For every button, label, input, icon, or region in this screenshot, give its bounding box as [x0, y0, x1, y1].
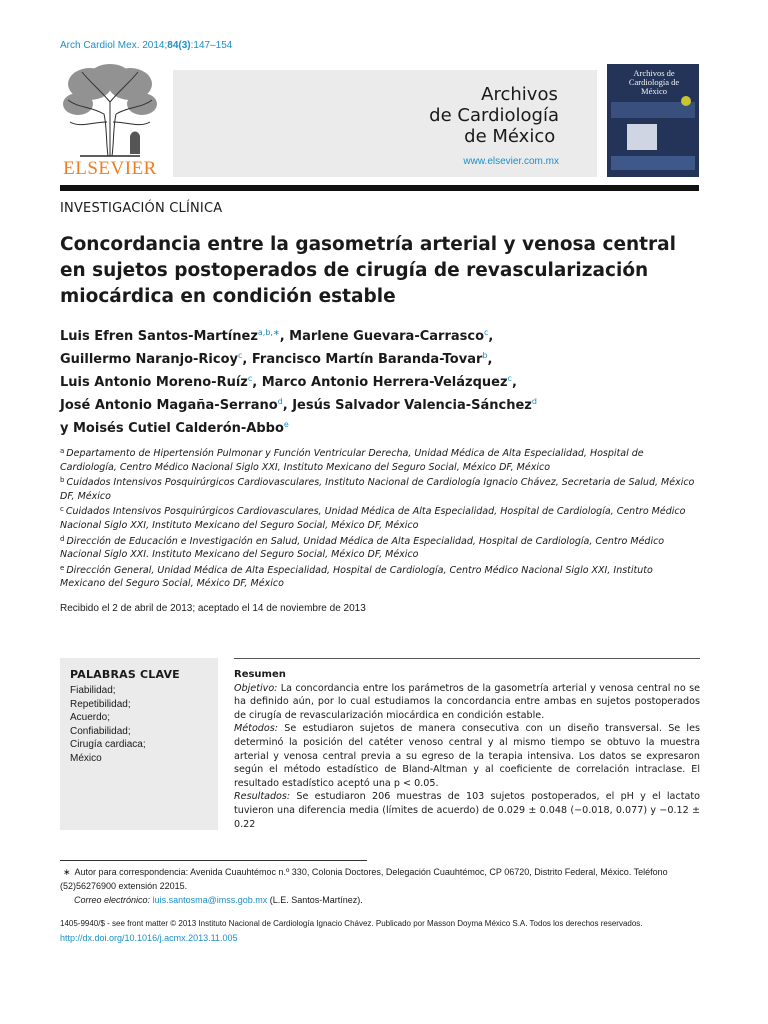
email-suffix: (L.E. Santos-Martínez). [269, 895, 363, 905]
methods-text: Se estudiaron sujetos de manera consecutiva con un diseño transversal. Se les determinó la posición del catéter venoso central y al mismo tiempo se obtuvo la muestra arterial y venosa central previa a su egreso de la terapia intensiva. Los datos se expresaron según el método estadístico de Bland-Altman y al coeficiente de correlación intraclase. El resultado estadístico aceptó una p < 0.05. [234, 723, 700, 789]
tree-icon [60, 62, 160, 158]
cover-badge-icon [681, 96, 691, 106]
elsevier-wordmark: ELSEVIER [63, 158, 157, 179]
section-label: INVESTIGACIÓN CLÍNICA [60, 201, 223, 216]
keyword-item: Acuerdo; [70, 712, 111, 723]
journal-title-line-1: Archivos [481, 84, 558, 105]
journal-url-link[interactable]: www.elsevier.com.mx [463, 156, 559, 167]
cover-title: Archivos de Cardiología de México [628, 68, 680, 96]
author-name: Luis Efren Santos-Martínez [60, 329, 258, 344]
author-name: Jesús Salvador Valencia-Sánchez [292, 398, 532, 413]
article-title: Concordancia entre la gasometría arterial y venosa central en sujetos postoperados de cirugía de revascularización miocárdica en condición estable [60, 234, 676, 307]
footnote-rule [60, 860, 367, 861]
author-affiliation-marker[interactable]: c [484, 328, 489, 337]
affiliation-key: c [60, 505, 64, 514]
abstract-rule [234, 658, 700, 659]
journal-title-line-3: de México [464, 126, 556, 147]
author-name: y Moisés Cutiel Calderón-Abbo [60, 421, 284, 436]
author-separator: , [252, 375, 262, 390]
citation-journal: Arch Cardiol Mex. 2014; [60, 40, 168, 51]
abstract [234, 668, 700, 831]
results-label: Resultados: [234, 791, 291, 803]
author-affiliation-marker[interactable]: d [277, 397, 283, 406]
affiliation-item [60, 474, 700, 503]
journal-header-band [173, 70, 597, 177]
affiliation-text: Dirección General, Unidad Médica de Alta Especialidad, Hospital de Cardiología, Centro Médico Nacional Siglo XXI, Instituto Mexicano del Seguro Social, México DF, México [60, 564, 653, 590]
cover-band-lower [611, 156, 695, 170]
affiliation-item [60, 445, 700, 474]
author-name: Marlene Guevara-Carrasco [289, 329, 484, 344]
affiliation-key: e [60, 563, 65, 572]
objective-text: La concordancia entre los parámetros de la gasometría arterial y venosa central no se ha definido aún, por lo cual estudiamos la concordancia entre ambas en sujetos postoperados de cirugía de revascularización miocárdica en condición estable. [234, 682, 700, 721]
author-separator: , [282, 398, 293, 413]
journal-title [429, 84, 559, 147]
keyword-item: México [70, 752, 102, 764]
methods-label: Métodos: [234, 723, 279, 735]
author-affiliation-marker[interactable]: c [237, 351, 243, 360]
copyright-line: 1405-9940/$ - see front matter © 2013 Instituto Nacional de Cardiología Ignacio Chávez. Publicado por Masson Doyma México S.A. Todos los derechos reservados. [60, 919, 643, 928]
affiliation-item [60, 533, 700, 562]
results-text: Se estudiaron 206 muestras de 103 sujetos postoperados, el pH y el lactato tuvieron una diferencia media (límites de acuerdo) de 0.029 ± 0.048 (−0.018, 0.077) y −0.12 ± 0.22 [234, 791, 700, 830]
email-label: Correo electrónico: [74, 895, 151, 905]
elsevier-logo[interactable] [60, 62, 160, 178]
abstract-methods [234, 722, 700, 790]
objective-label: Objetivo: [234, 682, 278, 694]
author-affiliation-marker[interactable]: d [531, 397, 537, 406]
cover-figure [627, 124, 657, 150]
affiliation-text: Departamento de Hipertensión Pulmonar y Función Ventricular Derecha, Unidad Médica de Alta Especialidad, Hospital de Cardiología, Centro Médico Nacional Siglo XXI, Instituto Mexicano del Seguro Social, México DF, México [60, 448, 644, 473]
abstract-heading: Resumen [234, 669, 286, 680]
affiliation-text: Dirección de Educación e Investigación en Salud, Unidad Médica de Alta Especialidad, Hospital de Cardiología, Centro Médico Nacional Siglo XXI. Instituto Mexicano del Seguro Social, México DF, México [60, 535, 665, 561]
abstract-objective [234, 682, 700, 723]
footnote-star: ∗ [63, 867, 71, 877]
author-name: Marco Antonio Herrera-Velázquez [261, 375, 508, 390]
correspondence-text: Autor para correspondencia: Avenida Cuauhtémoc n.º 330, Colonia Doctores, Delegación Cuauhtémoc, CP 06720, Distrito Federal, México. Teléfono (52)56276900 extensión 22015. [60, 867, 668, 891]
doi-link[interactable]: http://dx.doi.org/10.1016/j.acmx.2013.11.005 [60, 933, 238, 943]
author-separator: , [488, 329, 494, 344]
author-affiliation-marker[interactable]: c [507, 374, 512, 383]
affiliation-item [60, 562, 700, 591]
author-name: José Antonio Magaña-Serrano [60, 398, 278, 413]
correspondence-footnote [60, 865, 710, 907]
citation-volume: 84(3) [167, 40, 191, 51]
author-separator: , [279, 329, 290, 344]
keyword-item: Confiabilidad; [70, 725, 131, 737]
author-affiliation-marker[interactable]: c [247, 374, 253, 383]
keywords-box [60, 658, 218, 830]
author-list [60, 323, 710, 438]
author-separator: , [242, 352, 252, 367]
header-rule [60, 185, 699, 191]
affiliations [60, 445, 700, 591]
author-affiliation-marker[interactable]: a,b,∗ [257, 328, 280, 337]
author-affiliation-marker[interactable]: b [482, 351, 488, 360]
author-separator: , [487, 352, 493, 367]
affiliation-key: b [60, 476, 65, 485]
affiliation-text: Cuidados Intensivos Posquirúrgicos Cardiovasculares, Instituto Nacional de Cardiología Ignacio Chávez, Secretaria de Salud, México DF, México [60, 477, 695, 502]
keywords-title: PALABRAS CLAVE [70, 668, 180, 681]
keyword-item: Fiabilidad; [70, 685, 116, 696]
author-name: Guillermo Naranjo-Ricoy [60, 352, 238, 367]
journal-title-line-2: de Cardiología [429, 105, 559, 126]
author-affiliation-marker[interactable]: e [283, 420, 289, 429]
affiliation-key: a [60, 447, 65, 455]
citation-line[interactable] [60, 40, 232, 51]
abstract-results [234, 790, 700, 831]
author-separator: , [511, 375, 517, 390]
received-dates: Recibido el 2 de abril de 2013; aceptado el 14 de noviembre de 2013 [60, 603, 366, 614]
keyword-item: Cirugía cardiaca; [70, 739, 146, 750]
keywords-list [70, 684, 146, 765]
email-link[interactable]: luis.santosma@imss.gob.mx [152, 895, 268, 905]
affiliation-text: Cuidados Intensivos Posquirúrgicos Cardiovasculares, Unidad Médica de Alta Especialidad, Hospital de Cardiología, Centro Médico Nacional Siglo XXI, Instituto Mexicano del Seguro Social, México DF, México [60, 506, 686, 531]
citation-pages: :147–154 [190, 40, 233, 51]
author-name: Luis Antonio Moreno-Ruíz [60, 375, 248, 390]
affiliation-item [60, 503, 700, 532]
keyword-item: Repetibilidad; [70, 698, 131, 710]
author-name: Francisco Martín Baranda-Tovar [251, 352, 483, 367]
affiliation-key: d [60, 534, 65, 543]
journal-cover-image[interactable] [607, 64, 699, 177]
